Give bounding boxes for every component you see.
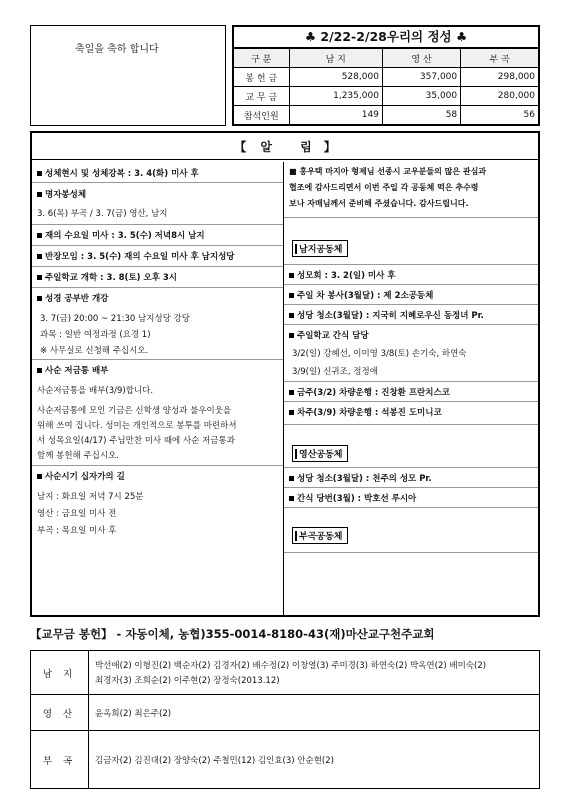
notice-title: 알 림 [260, 139, 324, 154]
bullet-icon [37, 296, 42, 301]
notice-item-text: 성당 청소(3월달) : 지국히 지혜로우신 동정녀 Pr. [297, 311, 484, 321]
offering-header-row [234, 49, 538, 68]
notice-item [37, 250, 235, 262]
value-cell: 35,000 [382, 87, 460, 106]
notice-item [289, 472, 432, 484]
bullet-icon [289, 333, 294, 338]
bullet-icon [37, 368, 42, 373]
donor-row-label: 부 곡 [31, 731, 89, 789]
notice-item-text: 재의 수요일 미사 : 3. 5(수) 저녁8시 남지 [45, 231, 205, 241]
notice-detail: ※ 사무실로 신청해 주십시오. [40, 346, 149, 356]
offering-row [234, 68, 538, 87]
notice-right-column [284, 162, 538, 615]
bullet-icon [37, 254, 42, 259]
notice-detail: 남지 : 화요일 저녁 7시 25분 [37, 492, 144, 502]
notice-item-text: 성경 공부반 개강 [45, 294, 109, 304]
notice-detail: 사순저금통을 배부(3/9)합니다. [37, 386, 154, 396]
divider [284, 264, 538, 265]
divider [284, 381, 538, 382]
divider [284, 467, 538, 468]
notice-item [37, 229, 205, 241]
notice-detail: 과목 : 일반 여정과정 (요경 1) [40, 330, 151, 340]
offering-row [234, 106, 538, 125]
notice-item-text: 금주(3/2) 차량운행 : 진창환 프란치스코 [297, 388, 450, 398]
donor-row [31, 651, 540, 695]
divider [284, 552, 538, 553]
notice-item [37, 470, 125, 482]
notice-item [289, 269, 396, 281]
bugok-community-label: 부곡공동체 [292, 527, 348, 544]
value-cell: 280,000 [461, 87, 538, 106]
divider [284, 424, 538, 425]
notice-detail: 3/9(일) 신귀조, 정정애 [292, 367, 378, 377]
bullet-icon [289, 476, 294, 481]
divider [284, 284, 538, 285]
notice-detail: 3. 7(금) 20:00 ~ 21:30 남지성당 강당 [40, 314, 190, 324]
notice-item [37, 292, 108, 304]
intro-line: 협조에 감사드리면서 이번 주일 각 공동체 떡은 추수령 [289, 183, 479, 192]
bullet-icon [289, 390, 294, 395]
value-cell: 298,000 [461, 68, 538, 87]
divider [32, 224, 283, 225]
notice-item-text: 성당 청소(3월달) : 천주의 성모 Pr. [297, 474, 432, 484]
notice-item [289, 406, 442, 418]
divider [284, 507, 538, 508]
value-cell: 357,000 [382, 68, 460, 87]
value-cell: 528,000 [289, 68, 382, 87]
notice-item [37, 364, 108, 376]
notice-item-text: 성모회 : 3. 2(일) 미사 후 [297, 271, 396, 281]
divider [284, 401, 538, 402]
divider [32, 182, 283, 183]
notice-detail: 사순저금통에 모인 기금은 신학생 양성과 불우이웃을 [37, 406, 232, 416]
offering-row [234, 87, 538, 106]
celebration-text: 축일을 축하 합니다 [75, 44, 159, 55]
donor-names [89, 651, 540, 695]
notice-detail: 부곡 : 목요일 미사 후 [37, 526, 117, 536]
namji-community-label: 남지공동체 [292, 240, 348, 257]
bullet-icon [289, 410, 294, 415]
bracket-close: 】 [323, 139, 336, 154]
bullet-icon [37, 474, 42, 479]
notice-detail: 영산 : 금요일 미사 전 [37, 509, 117, 519]
donor-row-label: 영 산 [31, 695, 89, 731]
notice-item-text: 명자봉성체 [45, 190, 87, 200]
celebration-box [30, 25, 226, 126]
notice-item [37, 188, 86, 200]
divider [32, 245, 283, 246]
donor-row-label: 남 지 [31, 651, 89, 695]
donor-names [89, 695, 540, 731]
notice-item-text: 차주(3/9) 차량운행 : 석봉진 도미니코 [297, 408, 442, 418]
donor-row [31, 731, 540, 789]
bracket-open: 【 [234, 139, 247, 154]
header-cell: 영 산 [382, 49, 460, 68]
notice-item [37, 271, 177, 283]
value-cell: 56 [461, 106, 538, 125]
donor-row [31, 695, 540, 731]
bullet-icon [289, 313, 294, 318]
notice-item-text: 주일 차 봉사(3월달) : 제 2소공동체 [297, 291, 434, 301]
divider [32, 266, 283, 267]
donor-table [30, 650, 540, 789]
notice-header [32, 133, 538, 160]
notice-detail: 3/2(일) 강혜선, 이미영 3/8(토) 손기숙, 하연숙 [292, 349, 467, 359]
notice-item-text: 사순 저금통 배부 [45, 366, 109, 376]
donor-names [89, 731, 540, 789]
notice-item-text: 성체현시 및 성체강복 : 3. 4(화) 미사 후 [45, 169, 199, 179]
notice-detail: 함께 봉헌해 주십시오. [37, 451, 120, 461]
value-cell: 58 [382, 106, 460, 125]
notice-detail: 서 성목요일(4/17) 주님만찬 미사 때에 사순 저금통과 [37, 436, 235, 446]
header-cell: 부 곡 [461, 49, 538, 68]
bullet-icon [37, 171, 42, 176]
notice-item-text: 반장모임 : 3. 5(수) 재의 수요일 미사 후 남지성당 [45, 252, 235, 262]
bullet-icon [289, 496, 294, 501]
divider [284, 304, 538, 305]
row-label: 교 무 금 [234, 87, 289, 106]
notice-item-text: 사순시기 십자가의 길 [45, 472, 125, 482]
yeongsan-community-label: 영산공동체 [292, 445, 348, 462]
row-label: 봉 헌 금 [234, 68, 289, 87]
bullet-icon [37, 275, 42, 280]
notice-item-text: 간식 당번(3월) : 박호선 루시아 [297, 494, 417, 504]
notice-detail: 위해 쓰여 집니다. 성미는 개인적으로 봉투를 마련하셔 [37, 421, 237, 431]
tithe-title: 【교무금 봉헌】 - 자동이체, 농협)355-0014-8180-43(재)마산교구천주교회 [30, 627, 435, 641]
offering-table [234, 48, 538, 125]
notice-board [30, 131, 540, 617]
divider [32, 287, 283, 288]
bullet-icon [289, 273, 294, 278]
bullet-icon [289, 293, 294, 298]
notice-item [289, 386, 450, 398]
header-cell: 남 지 [289, 49, 382, 68]
offering-summary [232, 25, 540, 126]
value-cell: 1,235,000 [289, 87, 382, 106]
notice-item [289, 289, 433, 301]
notice-item [289, 492, 416, 504]
offering-title: ♣ 2/22-2/28우리의 정성 ♣ [234, 27, 538, 48]
divider [284, 324, 538, 325]
value-cell: 149 [289, 106, 382, 125]
notice-item [37, 167, 199, 179]
divider [32, 359, 283, 360]
intro-line: 보나 자매님께서 준비해 주셨습니다. 감사드립니다. [289, 199, 469, 208]
donor-line: 최경자(3) 조희순(2) 이주현(2) 장정숙(2013.12) [95, 676, 280, 686]
donor-line: 김금자(2) 김진대(2) 장양숙(2) 주철민(12) 김인효(3) 안순현(2) [95, 755, 334, 766]
divider [284, 217, 538, 218]
notice-body [32, 162, 538, 615]
row-label: 참석인원 [234, 106, 289, 125]
notice-item [289, 329, 369, 341]
donor-line: 박선애(2) 이형진(2) 백순자(2) 김경자(2) 배수정(2) 이창열(3) 주미경(3) 하연숙(2) 박옥연(2) 배미숙(2) [95, 661, 487, 671]
top-row [30, 25, 540, 127]
header-cell: 구 분 [234, 49, 289, 68]
bullet-icon [37, 192, 42, 197]
notice-item-text: 주일학교 개학 : 3. 8(토) 오후 3시 [45, 273, 178, 283]
bullet-icon [37, 233, 42, 238]
notice-item-text: 주일학교 간식 담당 [297, 331, 369, 341]
notice-detail: 3. 6(목) 부곡 / 3. 7(금) 영산, 남지 [37, 209, 168, 219]
divider [284, 487, 538, 488]
divider [32, 465, 283, 466]
intro-line: ■ 홍우택 마지아 형제님 선종시 교우분들의 많은 관심과 [289, 167, 487, 176]
notice-item [289, 309, 484, 321]
donor-line: 윤옥희(2) 최은주(2) [95, 708, 172, 719]
notice-left-column [32, 162, 284, 615]
